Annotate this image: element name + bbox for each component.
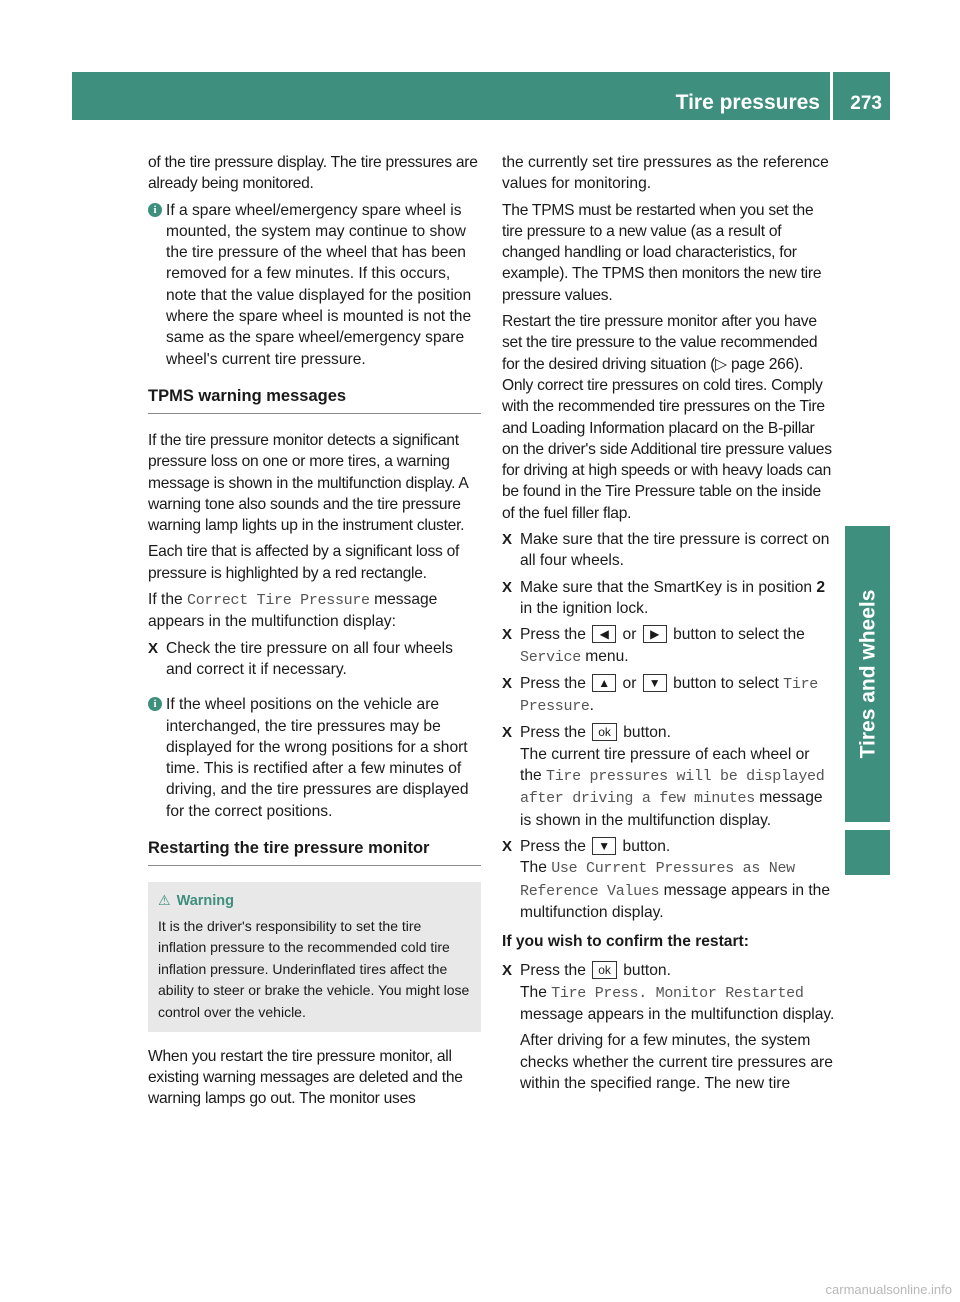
info-note-text: If the wheel positions on the vehicle are interchanged, the tire pressures may be displayed for the wrong positions for a short time. This is rectified after a few minutes of driving, and the tire pressures are displayed for the correct positions. bbox=[166, 696, 469, 820]
info-note-text: If a spare wheel/emergency spare wheel is mounted, the system may continue to show the tire pressure of the wheel that has been removed for a few minutes. If this occurs, note that the value displayed for the position where the spare wheel is mounted is not the same as the spare wheel/emergency spare wheel's current tire pressure. bbox=[166, 201, 472, 368]
display-message: Tire pressures will be displayed after driving a few minutes bbox=[520, 768, 825, 808]
step-marker-icon: X bbox=[502, 837, 513, 855]
paragraph: Each tire that is affected by a significant loss of pressure is highlighted by a red rectangle. bbox=[148, 543, 460, 582]
intro-paragraph: of the tire pressure display. The tire pressures are already being monitored. bbox=[148, 154, 478, 193]
step-marker-icon: X bbox=[502, 674, 513, 692]
info-note-wheel-positions bbox=[148, 694, 481, 822]
section-title: Tire pressures bbox=[675, 91, 820, 114]
watermark-text: carmanualsonline.info bbox=[825, 1281, 952, 1297]
warning-triangle-icon: ⚠ bbox=[158, 892, 171, 909]
down-arrow-key-icon: ▼ bbox=[592, 837, 616, 855]
ok-key-icon: ok bbox=[592, 961, 617, 979]
ok-key-icon: ok bbox=[592, 723, 617, 741]
warning-box bbox=[148, 882, 481, 1032]
chapter-tab-marker bbox=[845, 830, 890, 875]
instruction-step: X Make sure that the SmartKey is in position 2 in the ignition lock. bbox=[502, 578, 826, 617]
step-marker-icon: X bbox=[502, 724, 513, 742]
instruction-step: X Press the ◀ or ▶ button to select the Service menu. bbox=[502, 626, 805, 666]
info-note-spare-wheel bbox=[148, 200, 481, 370]
header-divider bbox=[830, 72, 833, 120]
display-message: Tire Pressure bbox=[520, 675, 818, 716]
warning-title: ⚠ Warning bbox=[158, 892, 235, 910]
step-marker-icon: X bbox=[502, 626, 513, 644]
right-column bbox=[502, 152, 835, 1099]
left-column bbox=[148, 152, 481, 1114]
step-marker-icon: X bbox=[502, 578, 513, 596]
paragraph: When you restart the tire pressure monitor, all existing warning messages are deleted and the warning lamps go out. The monitor uses bbox=[148, 1047, 463, 1108]
display-message: Correct Tire Pressure bbox=[187, 592, 370, 610]
paragraph: the currently set tire pressures as the reference values for monitoring. bbox=[502, 154, 829, 193]
warning-text: It is the driver's responsibility to set the tire inflation pressure to the recommended cold tire inflation pressure. Underinflated tires affect the ability to steer or brake the vehicle. You might lose control over the vehicle. bbox=[158, 917, 470, 1020]
paragraph: If the tire pressure monitor detects a significant pressure loss on one or more tires, a warning message is shown in the multifunction display. A warning tone also sounds and the tire pressure warning lamp lights up in the instrument cluster. bbox=[148, 431, 468, 535]
watermark bbox=[810, 1283, 960, 1302]
chapter-tab-label: Tires and wheels bbox=[855, 589, 879, 759]
instruction-step: X Press the ▲ or ▼ button to select Tire Pressure. bbox=[502, 674, 818, 716]
down-arrow-key-icon: ▼ bbox=[643, 674, 667, 692]
page-number: 273 bbox=[850, 93, 882, 114]
instruction-step: X Press the ok button. The Tire Press. Monitor Restarted message appears in the multifunction display. After driving for a few minutes, the system checks whether the current tire pressures are within the specified range. The new tire bbox=[502, 960, 835, 1094]
instruction-step: X Press the ▼ button. The Use Current Pressures as New Reference Values message appears in the multifunction display. bbox=[502, 837, 831, 921]
up-arrow-key-icon: ▲ bbox=[592, 674, 616, 692]
paragraph: Restart the tire pressure monitor after you have set the tire pressure to the value recommended for the desired driving situation (▷ page 266). Only correct tire pressures on cold tires. Comply with the recommended tire pressures on the Tire and Loading Information placard on the B-pillar on the driver's side Additional tire pressure values for driving at high speeds or with heavy loads can be found in the Tire Pressure table on the inside of the fuel filler flap. bbox=[502, 313, 832, 522]
left-arrow-key-icon: ◀ bbox=[592, 625, 616, 643]
subheading-confirm-restart: If you wish to confirm the restart: bbox=[502, 933, 749, 951]
page-header bbox=[72, 72, 890, 120]
chapter-tab bbox=[845, 526, 890, 822]
info-icon: i bbox=[148, 203, 162, 217]
right-arrow-key-icon: ▶ bbox=[643, 625, 667, 643]
display-message: Service bbox=[520, 648, 581, 666]
heading-restarting-monitor: Restarting the tire pressure monitor bbox=[148, 838, 481, 866]
display-message: Use Current Pressures as New Reference Values bbox=[520, 860, 795, 900]
paragraph: The TPMS must be restarted when you set the tire pressure to a new value (as a result of changed handling or load characteristics, for example). The TPMS then monitors the new tire pressure values. bbox=[502, 201, 822, 304]
paragraph: If the Correct Tire Pressure message appears in the multifunction display: bbox=[148, 591, 438, 631]
instruction-step: X Press the ok button. The current tire pressure of each wheel or the Tire pressures will be displayed after driving a few minutes message is shown in the multifunction display. bbox=[502, 724, 825, 829]
heading-tpms-warning-messages: TPMS warning messages bbox=[148, 386, 481, 414]
step-marker-icon: X bbox=[148, 639, 159, 657]
step-marker-icon: X bbox=[502, 962, 513, 980]
instruction-step: X Check the tire pressure on all four wheels and correct it if necessary. bbox=[148, 639, 453, 678]
paragraph: After driving for a few minutes, the system checks whether the current tire pressures are within the specified range. The new tire bbox=[520, 1032, 833, 1092]
step-marker-icon: X bbox=[502, 531, 513, 549]
display-message: Tire Press. Monitor Restarted bbox=[551, 984, 804, 1002]
info-icon: i bbox=[148, 697, 162, 711]
instruction-step: X Make sure that the tire pressure is correct on all four wheels. bbox=[502, 531, 830, 570]
